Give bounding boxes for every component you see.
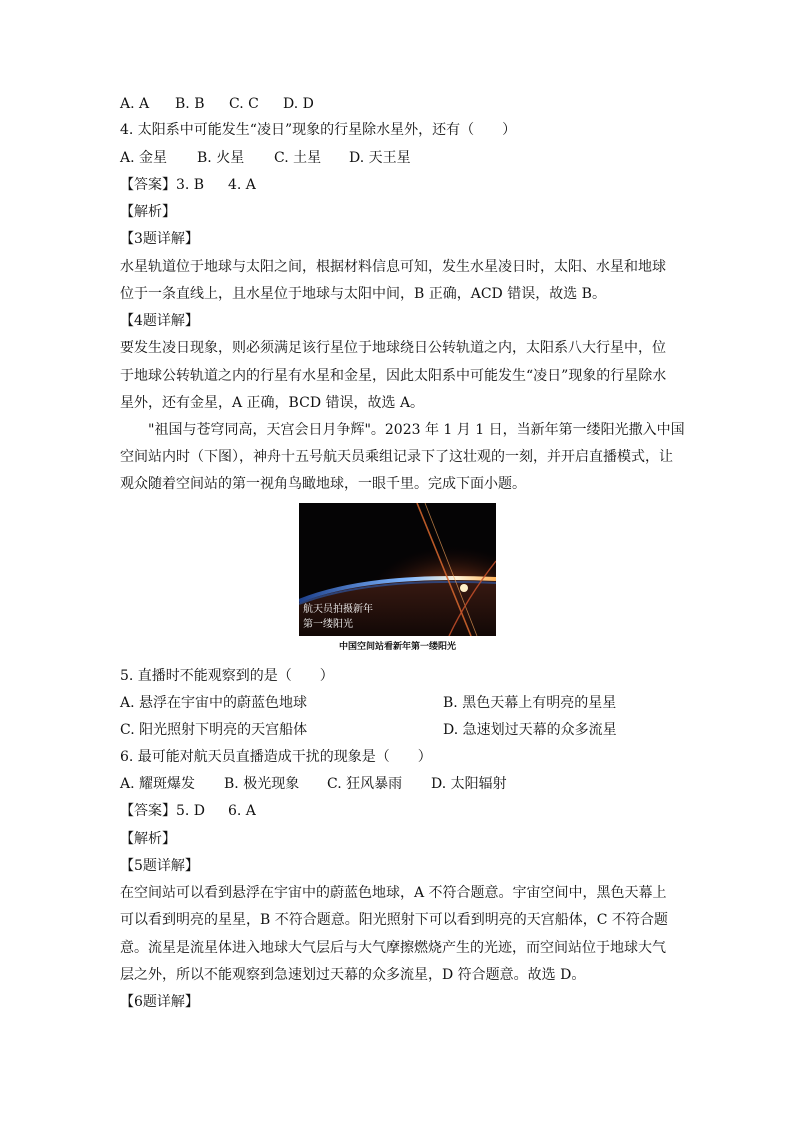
detail-4-line-3: 星外，还有金星，A 正确，BCD 错误，故选 A。	[120, 395, 425, 411]
photo-overlay-line-1: 航天员拍摄新年	[303, 604, 373, 615]
option-b: B. B	[175, 96, 205, 112]
question-4-stem: 4. 太阳系中可能发生“凌日”现象的行星除水星外，还有（ ）	[120, 122, 517, 138]
answer-4: 4. A	[228, 177, 256, 193]
sun-point	[460, 584, 468, 592]
detail-4-line-2: 于地球公转轨道之内的行星有水星和金星，因此太阳系中可能发生“凌日”现象的行星除水	[120, 368, 667, 384]
question-4-options	[120, 148, 411, 168]
option-b: B. 黑色天幕上有明亮的星星	[443, 695, 617, 711]
detail-3-title: 【3题详解】	[120, 231, 199, 247]
detail-6-title: 【6题详解】	[120, 994, 199, 1010]
detail-5-line-4: 层之外，所以不能观察到急速划过天幕的众多流星，D 符合题意。故选 D。	[120, 967, 586, 983]
option-b: B. 极光现象	[224, 776, 300, 792]
question-5-stem: 5. 直播时不能观察到的是（ ）	[120, 668, 334, 684]
question-6-stem: 6. 最可能对航天员直播造成干扰的现象是（ ）	[120, 749, 432, 765]
answer-label: 【答案】	[120, 177, 176, 193]
answer-label: 【答案】	[120, 803, 176, 819]
answer-5: 5. D	[176, 803, 206, 819]
option-c: C. 阳光照射下明亮的天宫船体	[120, 722, 308, 738]
option-d: D. 急速划过天幕的众多流星	[443, 722, 617, 738]
question-6-options	[120, 774, 507, 794]
option-b: B. 火星	[197, 150, 245, 166]
material-line-1: "祖国与苍穹同高，天宫会日月争辉"。2023 年 1 月 1 日，当新年第一缕阳光撒入中国	[148, 422, 685, 438]
question-5-options-row-2	[120, 720, 617, 740]
option-d: D. 太阳辐射	[431, 776, 507, 792]
option-c: C. 土星	[274, 150, 322, 166]
earth-sunrise-photo	[299, 503, 496, 636]
detail-3-line-2: 位于一条直线上，且水星位于地球与太阳中间，B 正确，ACD 错误，故选 B。	[120, 286, 606, 302]
option-d: D. 天王星	[349, 150, 411, 166]
answer-6: 6. A	[228, 803, 256, 819]
option-c: C. 狂风暴雨	[327, 776, 403, 792]
detail-4-title: 【4题详解】	[120, 313, 199, 329]
detail-5-line-2: 可以看到明亮的星星，B 不符合题意。阳光照射下可以看到明亮的天宫船体，C 不符合题	[120, 912, 668, 928]
analysis-heading-1: 【解析】	[120, 204, 176, 220]
detail-4-line-1: 要发生凌日现象，则必须满足该行星位于地球绕日公转轨道之内，太阳系八大行星中，位	[120, 340, 666, 356]
option-c: C. C	[229, 96, 259, 112]
figure-caption: 中国空间站看新年第一缕阳光	[338, 642, 456, 652]
photo-overlay-line-2: 第一缕阳光	[303, 619, 353, 630]
detail-5-line-1: 在空间站可以看到悬浮在宇宙中的蔚蓝色地球，A 不符合题意。宇宙空间中，黑色天幕上	[120, 885, 667, 901]
material-line-3: 观众随着空间站的第一视角鸟瞰地球，一眼千里。完成下面小题。	[120, 476, 526, 492]
prev-question-options	[120, 94, 314, 114]
question-5-options-row-1	[120, 693, 616, 713]
detail-5-line-3: 意。流星是流星体进入地球大气层后与大气摩擦燃烧产生的光迹，而空间站位于地球大气	[120, 940, 666, 956]
material-line-2: 空间站内时（下图），神舟十五号航天员乘组记录下了这壮观的一刻，并开启直播模式，让	[120, 449, 673, 465]
answer-3: 3. B	[176, 177, 205, 193]
option-a: A. 悬浮在宇宙中的蔚蓝色地球	[120, 695, 308, 711]
detail-3-line-1: 水星轨道位于地球与太阳之间，根据材料信息可知，发生水星凌日时，太阳、水星和地球	[120, 259, 666, 275]
answer-line-1	[120, 175, 256, 195]
analysis-heading-2: 【解析】	[120, 831, 176, 847]
option-a: A. 耀斑爆发	[120, 776, 196, 792]
option-a: A. A	[120, 96, 150, 112]
answer-line-2	[120, 801, 256, 821]
option-a: A. 金星	[120, 150, 168, 166]
detail-5-title: 【5题详解】	[120, 858, 199, 874]
option-d: D. D	[283, 96, 314, 112]
